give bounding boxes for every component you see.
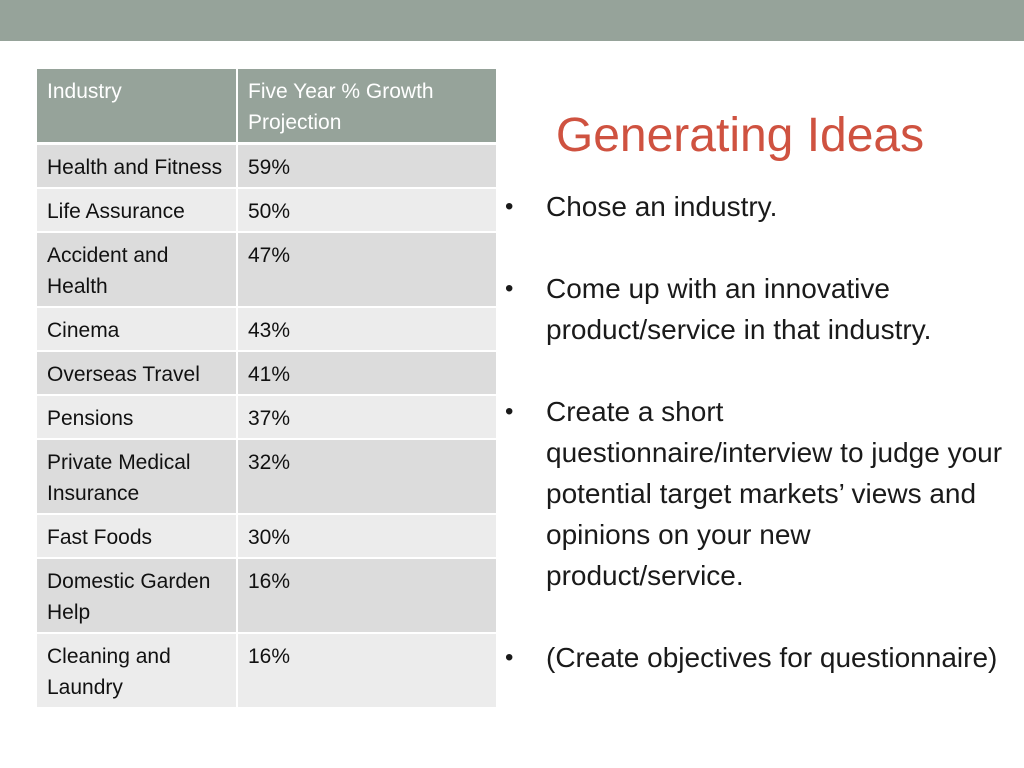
industry-cell: Cleaning and Laundry — [37, 633, 237, 708]
table-row — [37, 514, 496, 558]
industry-cell: Fast Foods — [37, 514, 237, 558]
bullet-text: Chose an industry. — [546, 191, 778, 222]
table-row — [37, 232, 496, 307]
growth-cell: 16% — [237, 558, 496, 633]
bullet-dot-icon: • — [505, 644, 514, 671]
table-row — [37, 439, 496, 514]
growth-cell: 32% — [237, 439, 496, 514]
industry-cell: Life Assurance — [37, 188, 237, 232]
growth-cell: 59% — [237, 144, 496, 189]
growth-cell: 16% — [237, 633, 496, 708]
industry-growth-table — [37, 69, 496, 709]
industry-cell: Pensions — [37, 395, 237, 439]
bullet-text: Come up with an innovative product/service in that industry. — [546, 273, 932, 345]
header-growth-projection: Five Year % Growth Projection — [237, 69, 496, 144]
industry-cell: Domestic Garden Help — [37, 558, 237, 633]
growth-cell: 43% — [237, 307, 496, 351]
bullet-item — [505, 186, 1010, 227]
growth-cell: 47% — [237, 232, 496, 307]
industry-cell: Private Medical Insurance — [37, 439, 237, 514]
industry-cell: Cinema — [37, 307, 237, 351]
bullet-dot-icon: • — [505, 398, 514, 425]
bullet-dot-icon: • — [505, 193, 514, 220]
bullet-item — [505, 268, 1010, 350]
table-row — [37, 351, 496, 395]
table-row — [37, 188, 496, 232]
growth-cell: 41% — [237, 351, 496, 395]
table-row — [37, 395, 496, 439]
growth-cell: 37% — [237, 395, 496, 439]
slide-title: Generating Ideas — [555, 109, 925, 162]
bullet-text: (Create objectives for questionnaire) — [546, 642, 998, 673]
bullet-text: Create a short questionnaire/interview to judge your potential target markets’ views and opinions on your new product/service. — [546, 396, 1003, 591]
top-accent-band — [0, 0, 1024, 41]
table-row — [37, 558, 496, 633]
bullet-item — [505, 637, 1010, 678]
growth-cell: 30% — [237, 514, 496, 558]
growth-cell: 50% — [237, 188, 496, 232]
table-header-row — [37, 69, 496, 144]
industry-cell: Accident and Health — [37, 232, 237, 307]
bullet-list — [505, 186, 1010, 678]
header-industry: Industry — [37, 69, 237, 144]
bullet-item — [505, 391, 1010, 596]
bullet-dot-icon: • — [505, 275, 514, 302]
table-row — [37, 633, 496, 708]
industry-cell: Health and Fitness — [37, 144, 237, 189]
industry-cell: Overseas Travel — [37, 351, 237, 395]
table-row — [37, 144, 496, 189]
table-row — [37, 307, 496, 351]
